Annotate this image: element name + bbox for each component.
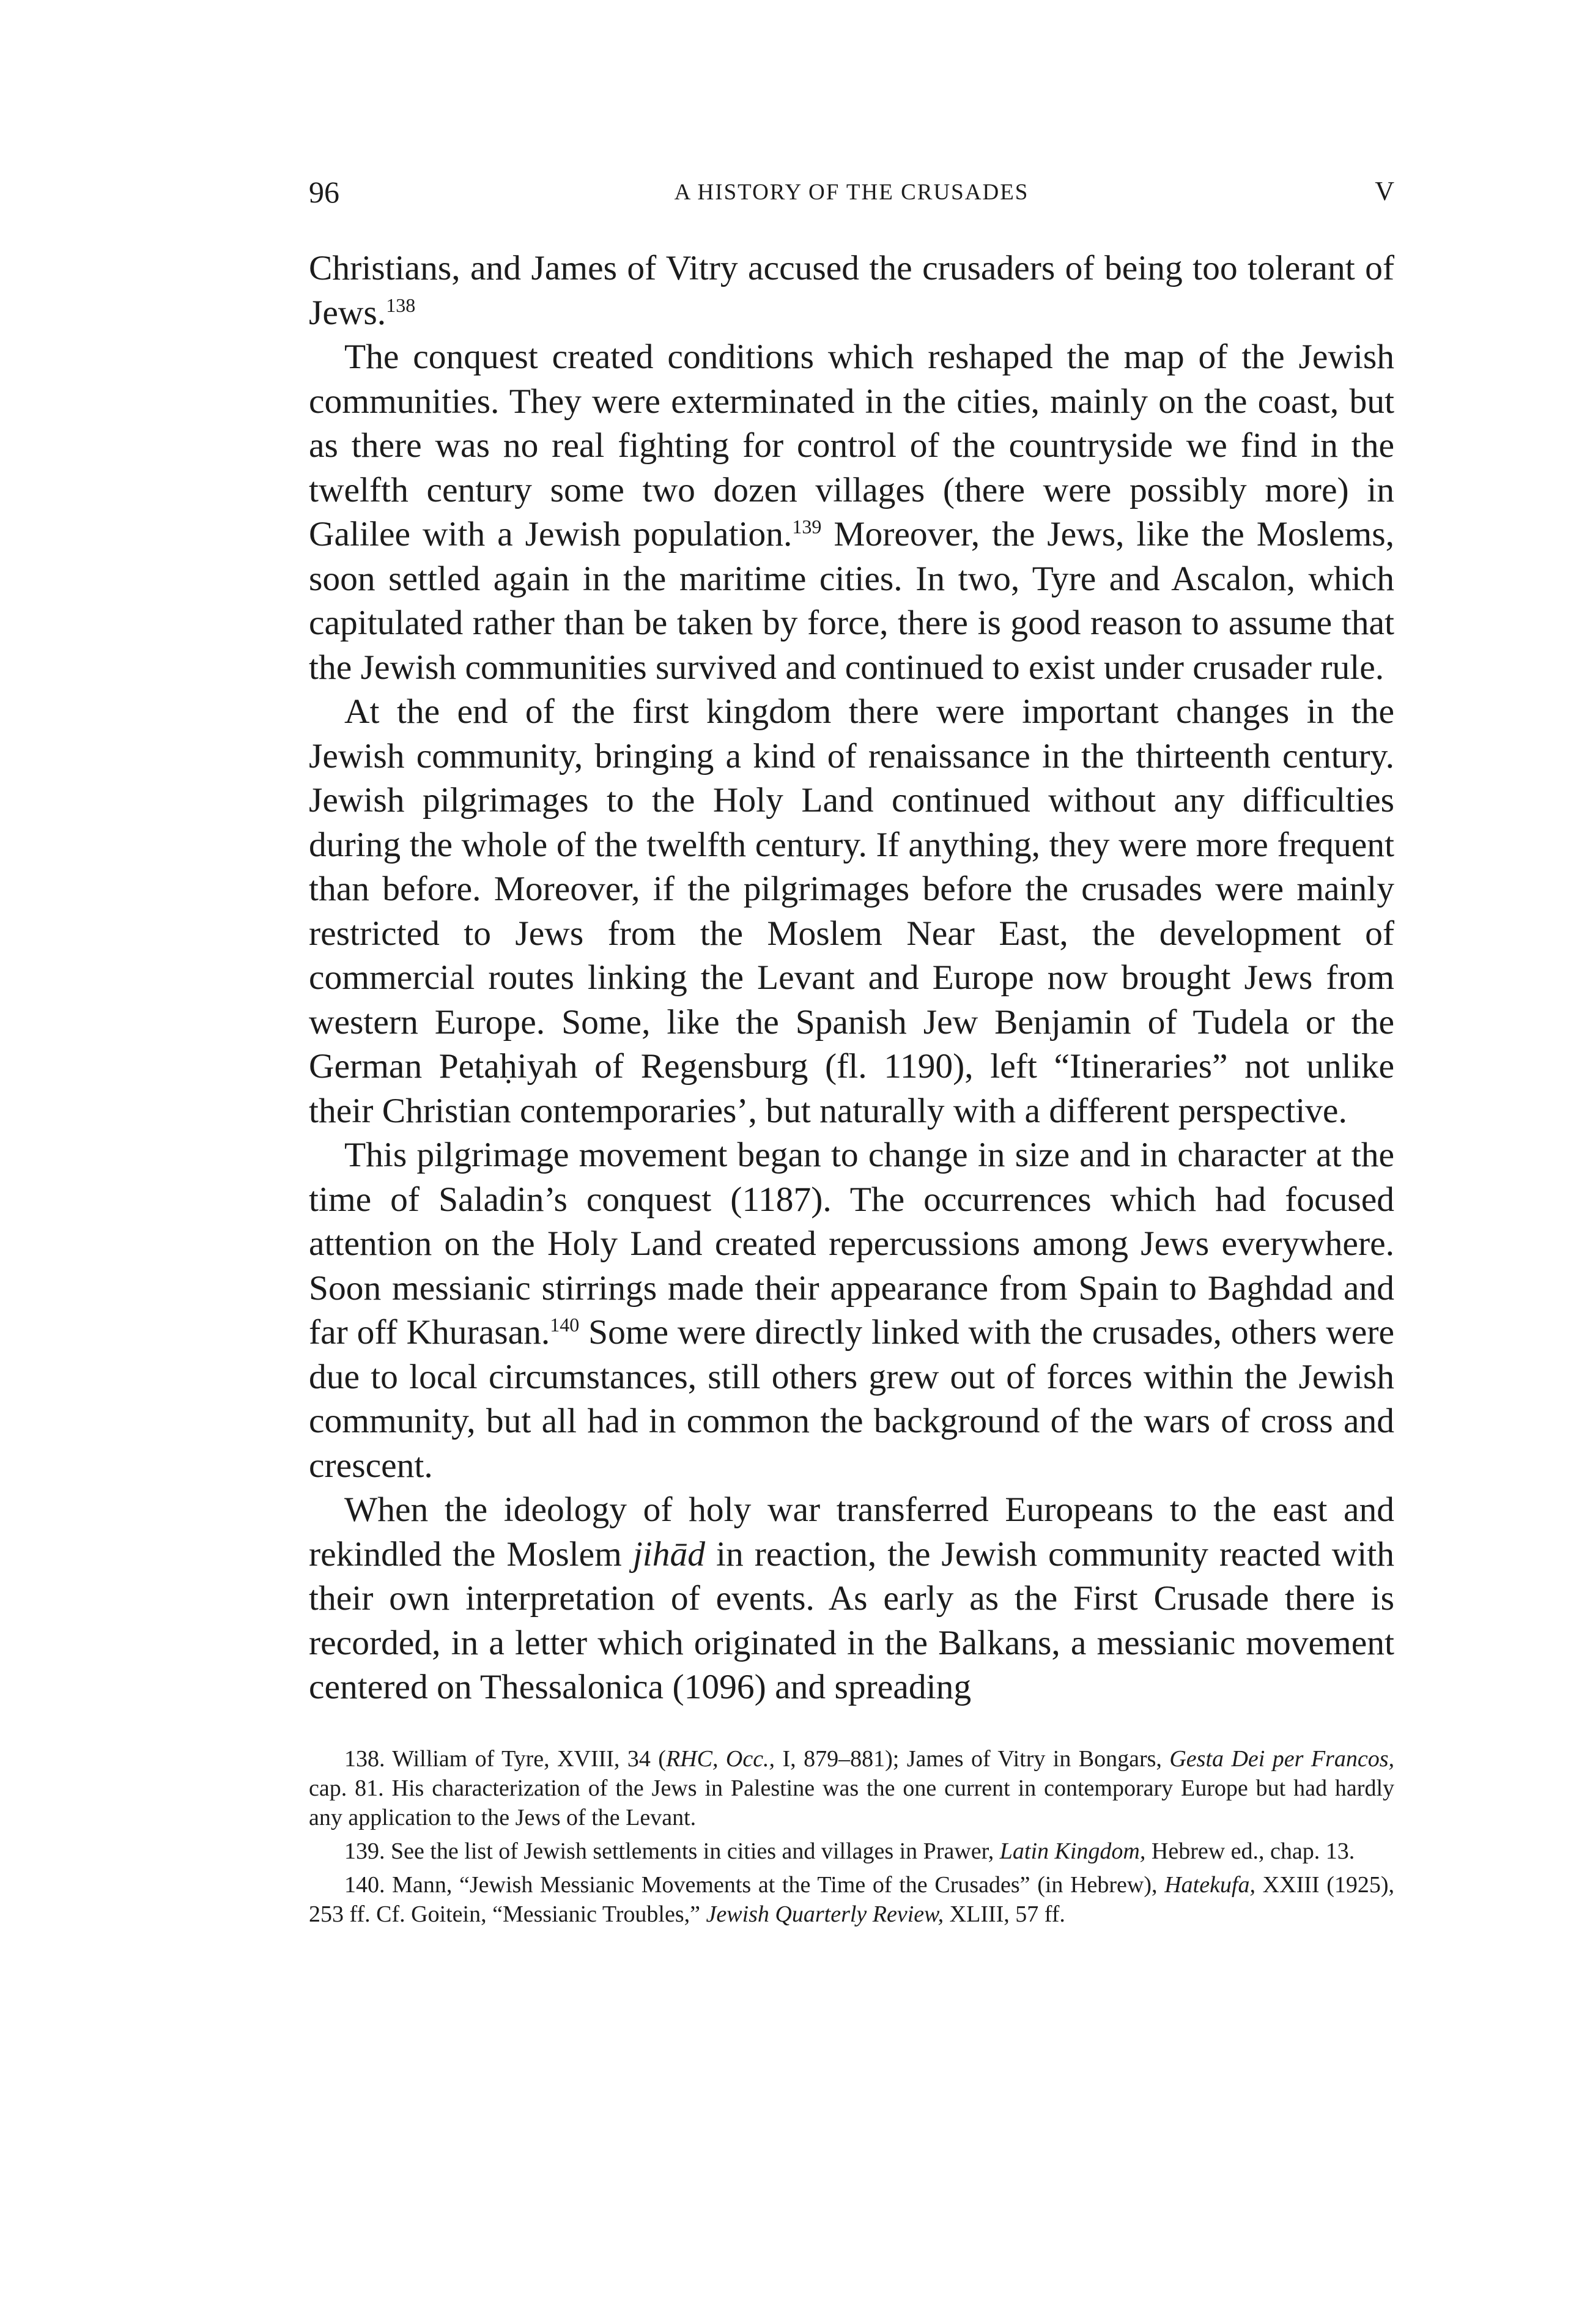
paragraph-1-text: Christians, and James of Vitry accused the crusaders of being too tolerant of Jews. (309, 249, 1394, 332)
paragraph-4 (309, 1133, 1394, 1488)
paragraph-1 (309, 246, 1394, 335)
paragraph-4-text-a: This pilgrimage movement began to change in size and in character at the time of Saladin’s conquest (1187). The occurrences which had focused attention on the Holy Land created repercussions among Jews everywhere. Soon messianic stirrings made their appearance from Spain to Baghdad and far off Khurasan. (309, 1136, 1394, 1352)
footnote-ref-139: 139 (792, 515, 822, 538)
footnote-138 (309, 1744, 1394, 1832)
footnote-140-text-a: 140. Mann, “Jewish Messianic Movements at the Time of the Crusades” (in Hebrew), (344, 1871, 1165, 1898)
body-text (309, 246, 1394, 1710)
footnote-139-text-b: Hebrew ed., chap. 13. (1145, 1838, 1355, 1864)
footnote-138-italic-2: Gesta Dei per Francos, (1169, 1745, 1394, 1772)
footnote-139-italic-1: Latin Kingdom, (999, 1838, 1146, 1864)
paragraph-2-text-a: The conquest created conditions which reshaped the map of the Jewish communities. They were exterminated in the cities, mainly on the coast, but as there was no real fighting for control of the countryside we find in the twelfth century some two dozen villages (there were possibly more) in Galilee with a Jewish population. (309, 338, 1394, 553)
chapter-number: V (1375, 176, 1394, 206)
paragraph-3-text-b: iyah of Regensburg (fl. 1190), left “Itineraries” not unlike their Christian contemporaries’, but naturally with a different perspective. (309, 1047, 1395, 1130)
book-page (309, 174, 1394, 1933)
footnote-140-text-b: XXIII (1925), 253 ff. Cf. Goitein, “Messianic Troubles,” (309, 1871, 1395, 1927)
footnote-138-text-c: cap. 81. His characterization of the Jews in Palestine was the one current in contemporary Europe but had hardly any application to the Jews of the Levant. (309, 1775, 1394, 1830)
footnote-138-text-a: 138. William of Tyre, XVIII, 34 ( (344, 1745, 666, 1772)
paragraph-5-text-a: When the ideology of holy war transferred Europeans to the east and rekindled the Moslem (309, 1490, 1394, 1574)
footnote-140-italic-1: Hatekufa, (1164, 1871, 1255, 1898)
footnote-ref-138: 138 (386, 294, 416, 316)
paragraph-4-text-b: Some were directly linked with the crusades, others were due to local circumstances, still others grew out of forces within the Jewish community, but all had in common the background of the wars of cross and crescent. (309, 1313, 1394, 1485)
footnote-140-text-c: XLIII, 57 ff. (944, 1901, 1065, 1927)
footnote-139-text-a: 139. See the list of Jewish settlements in cities and villages in Prawer, (344, 1838, 1000, 1864)
footnote-140 (309, 1870, 1394, 1929)
footnotes (309, 1744, 1394, 1929)
paragraph-2 (309, 335, 1394, 690)
running-title: A HISTORY OF THE CRUSADES (674, 180, 1029, 205)
paragraph-3 (309, 690, 1394, 1133)
paragraph-5-jihad: jihād (632, 1534, 706, 1574)
running-head (309, 174, 1394, 217)
paragraph-3-text-a: At the end of the first kingdom there were important changes in the Jewish community, bringing a kind of renaissance in the thirteenth century. Jewish pilgrimages to the Holy Land continued without any difficulties during the whole of the twelfth century. If anything, they were more frequent than before. Moreover, if the pilgrimages before the crusades were mainly restricted to Jews from the Moslem Near East, the development of commercial routes linking the Levant and Europe now brought Jews from western Europe. Some, like the Spanish Jew Benjamin of Tudela or the German Peta (309, 692, 1394, 1086)
page-number: 96 (309, 175, 339, 209)
paragraph-2-text-b: Moreover, the Jews, like the Moslems, soon settled again in the maritime cities. In two, Tyre and Ascalon, which capitulated rather than be taken by force, there is good reason to assume that the Jewish communities survived and continued to exist under crusader rule. (309, 515, 1395, 687)
footnote-ref-140: 140 (550, 1313, 580, 1336)
paragraph-5 (309, 1488, 1394, 1710)
footnote-140-italic-2: Jewish Quarterly Review, (706, 1901, 944, 1927)
footnote-138-italic-1: RHC, Occ., (665, 1745, 775, 1772)
footnote-138-text-b: I, 879–881); James of Vitry in Bongars, (775, 1745, 1170, 1772)
paragraph-3-h-dot: ḥ (499, 1047, 517, 1086)
footnote-139 (309, 1837, 1394, 1866)
paragraph-5-text-b: in reaction, the Jewish community reacted with their own interpretation of events. As early as the First Crusade there is recorded, in a letter which originated in the Balkans, a messianic movement centered on Thessalonica (1096) and spreading (309, 1534, 1395, 1706)
